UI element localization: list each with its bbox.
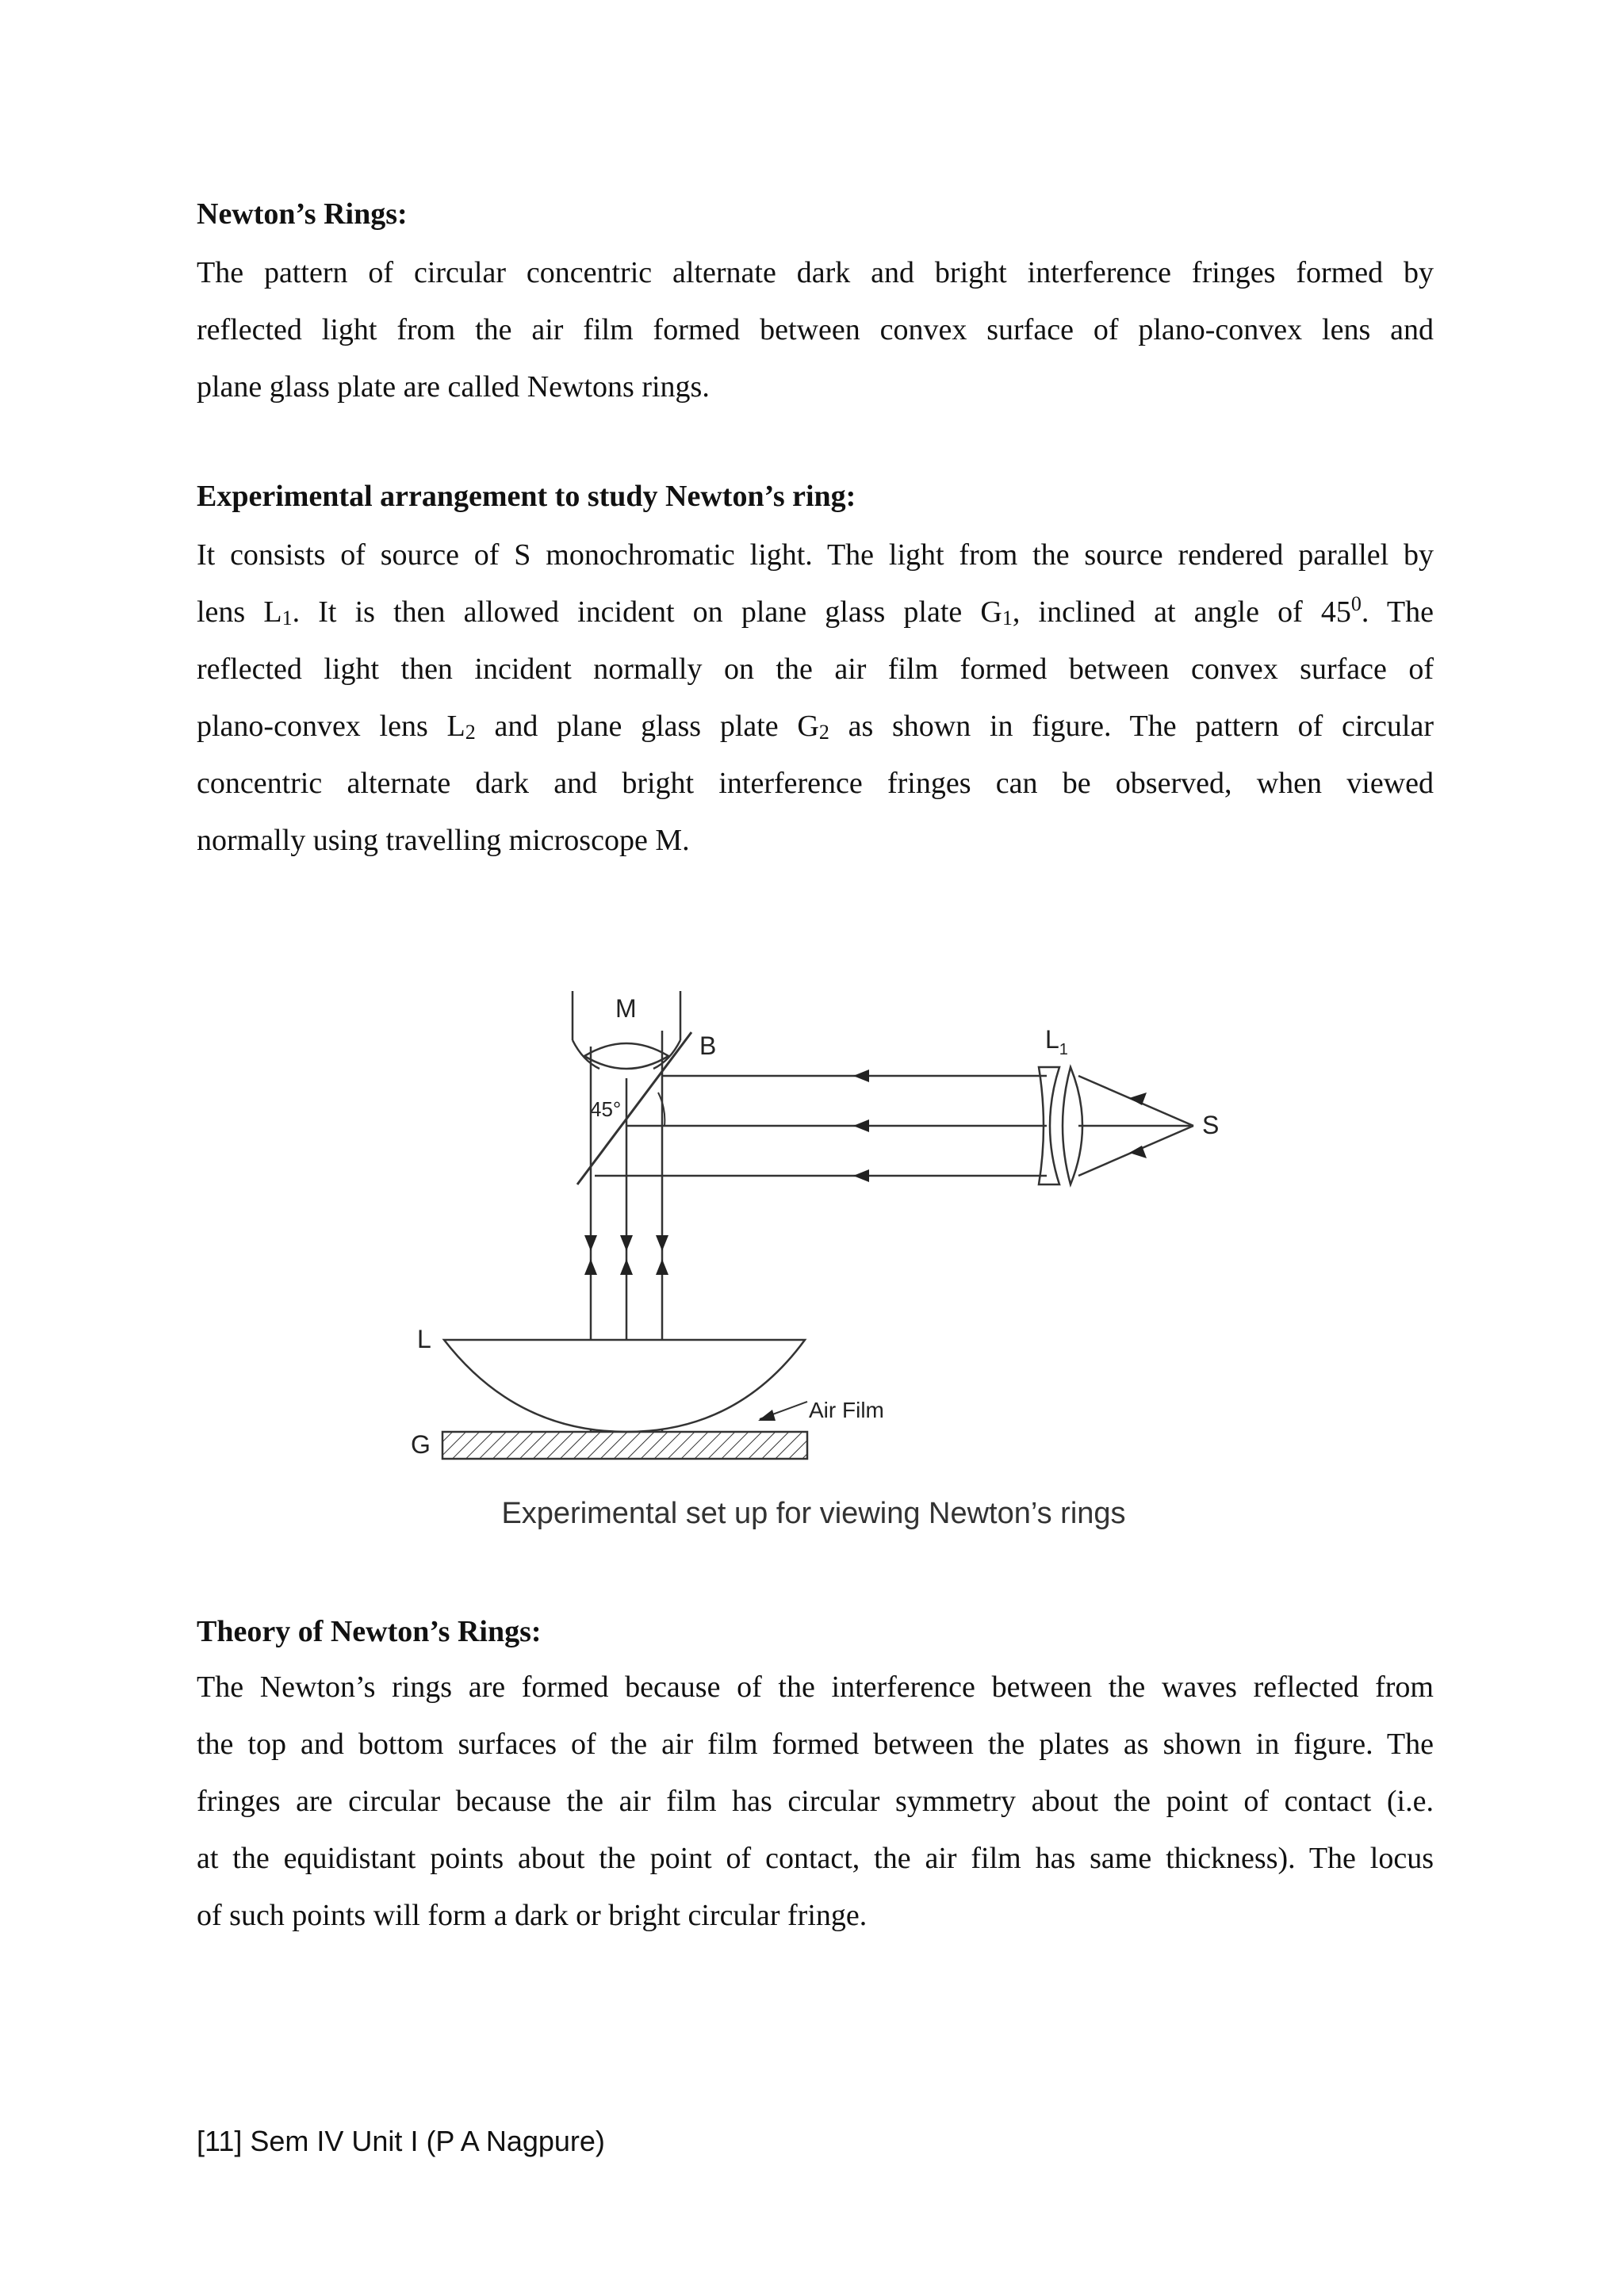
text-line: concentric alternate dark and bright interference fringes can be observed, when viewed	[197, 767, 1434, 800]
text-line: The Newton’s rings are formed because of the interference between the waves reflected from	[197, 1670, 1434, 1704]
label-m: M	[615, 994, 637, 1023]
figure-caption: Experimental set up for viewing Newton’s rings	[501, 1497, 1126, 1530]
text-line: at the equidistant points about the point of contact, the air film has same thickness). The locus	[197, 1842, 1434, 1875]
text-line: plano-convex lens $L_2$ and plane glass plate $G_2$ as shown in figure. The pattern of circular	[197, 710, 1434, 744]
paragraph-arrangement	[197, 526, 1434, 869]
text-line: fringes are circular because the air film has circular symmetry about the point of contact (i.e.	[197, 1785, 1434, 1818]
glass-plate	[442, 1432, 807, 1459]
air-film-arrow	[758, 1410, 776, 1421]
label-angle: 45°	[590, 1097, 622, 1121]
label-s: S	[1202, 1111, 1220, 1139]
text-line: It consists of source of S monochromatic light. The light from the source rendered parallel by	[197, 538, 1434, 572]
label-b: B	[699, 1031, 717, 1060]
text-line: normally using travelling microscope M.	[197, 824, 690, 857]
horizontal-rays	[595, 1076, 1193, 1176]
label-air-film: Air Film	[809, 1398, 884, 1422]
paragraph-theory	[197, 1659, 1434, 1944]
text-line: lens $L_1$. It is then allowed incident on plane glass plate $G_1$, inclined at angle of $45^0$. The	[197, 592, 1434, 629]
page-footer: [11] Sem IV Unit I (P A Nagpure)	[197, 2125, 605, 2157]
newtons-rings-setup-diagram	[396, 975, 1316, 1586]
text-line: of such points will form a dark or bright circular fringe.	[197, 1899, 868, 1932]
text-line: reflected light from the air film formed between convex surface of plano-convex lens and	[197, 313, 1434, 346]
text-line: reflected light then incident normally on the air film formed between convex surface of	[197, 652, 1434, 686]
paragraph-definition	[197, 244, 1434, 415]
heading-newtons-rings: Newton’s Rings:	[197, 197, 408, 231]
label-l: L	[417, 1325, 431, 1353]
label-l1: $L_1$	[1045, 1025, 1068, 1058]
plano-convex-lens	[444, 1340, 805, 1432]
text-line: plane glass plate are called Newtons rings.	[197, 370, 710, 404]
heading-theory: Theory of Newton’s Rings:	[197, 1615, 542, 1648]
label-g: G	[411, 1430, 431, 1459]
text-line: the top and bottom surfaces of the air film formed between the plates as shown in figure. The	[197, 1728, 1434, 1761]
objective-lens	[584, 1043, 668, 1069]
text-line: The pattern of circular concentric alternate dark and bright interference fringes formed by	[197, 256, 1434, 289]
heading-experimental-arrangement: Experimental arrangement to study Newton’s ring:	[197, 480, 856, 513]
